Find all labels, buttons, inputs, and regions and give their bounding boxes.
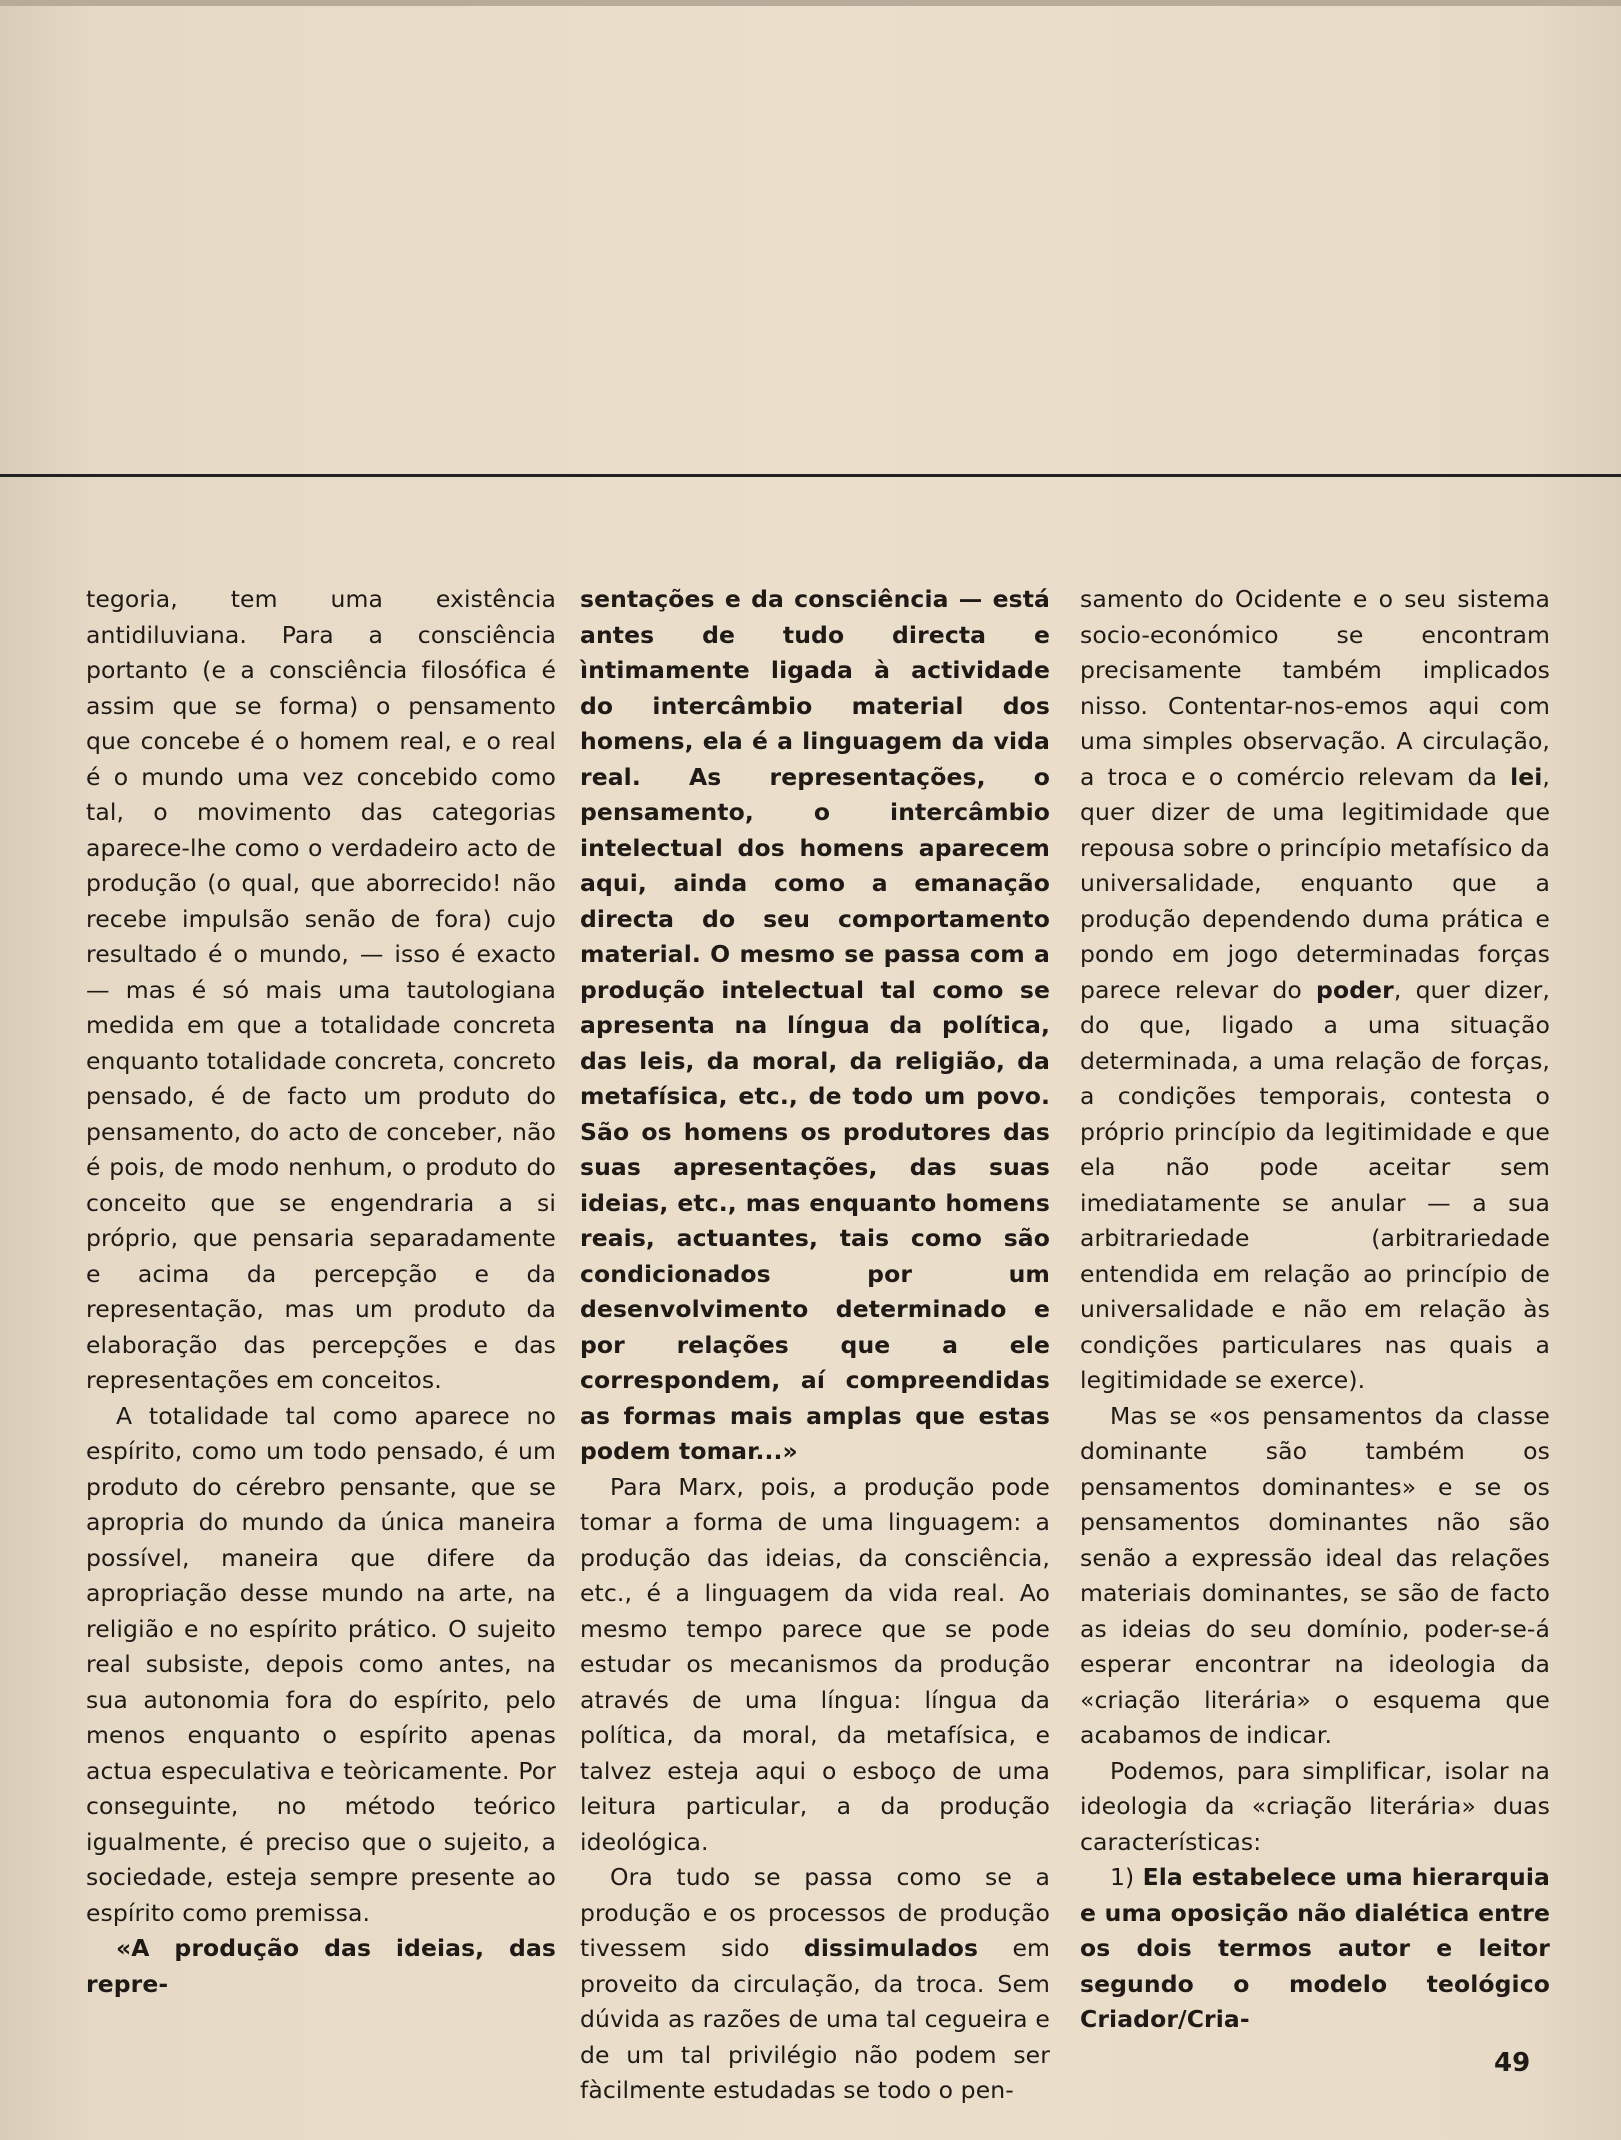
paragraph (1080, 1399, 1550, 1754)
paragraph (86, 582, 556, 1399)
bold-text: poder (1316, 975, 1394, 1004)
text-run: , quer dizer, do que, ligado a uma situação determinada, a uma relação de forças, a condições temporais, contesta o próprio princípio da legitimidade e que ela não pode aceitar sem imediatamente se anular — a sua arbitrariedade (arbitrariedade entendida em relação ao princípio de universalidade e não em relação às condições particulares nas quais a legitimidade se exerce). (1080, 975, 1550, 1394)
paragraph (1080, 582, 1550, 1399)
text-column-1 (86, 582, 556, 2002)
text-run: , quer dizer de uma legitimidade que repousa sobre o princípio metafísico da universalidade, enquanto que a produção dependendo duma prática e pondo em jogo determinadas forças parece relevar do (1080, 762, 1550, 1004)
paragraph (580, 582, 1050, 1470)
text-run: em proveito da circulação, da troca. Sem dúvida as razões de uma tal cegueira e de um tal privilégio não podem ser fàcilmente estudadas se todo o pen- (580, 1934, 1051, 2104)
text-run: samento do Ocidente e o seu sistema socio-económico se encontram precisamente também implicados nisso. Contentar-nos-emos aqui com uma simples observação. A circulação, a troca e o comércio relevam da (1080, 585, 1550, 791)
paragraph (1080, 1754, 1550, 1861)
text-run: Podemos, para simplificar, isolar na ideologia da «criação literária» duas características: (1080, 1756, 1550, 1856)
bold-text: lei (1510, 762, 1543, 791)
text-run: Ora tudo se passa como se a produção e os processos de produção tivessem sido (580, 1863, 1050, 1962)
paragraph (580, 1860, 1050, 2109)
page-number: 49 (1494, 2048, 1531, 2078)
paragraph (86, 1931, 556, 2002)
bold-text: Ela estabelece uma hierarquia e uma oposição não dialética entre os dois termos autor e leitor segundo o modelo teológico Criador/Cria- (1080, 1863, 1550, 2033)
text-run: Mas se «os pensamentos da classe dominante são também os pensamentos dominantes» e se os pensamentos dominantes não são senão a expressão ideal das relações materiais dominantes, se são de facto as ideias do seu domínio, poder-se-á esperar encontrar na ideologia da «criação literária» o esquema que acabamos de indicar. (1080, 1401, 1550, 1749)
text-run: A totalidade tal como aparece no espírito, como um todo pensado, é um produto do cérebro pensante, que se apropria do mundo da única maneira possível, maneira que difere da apropriação desse mundo na arte, na religião e no espírito prático. O sujeito real subsiste, depois como antes, na sua autonomia fora do espírito, pelo menos enquanto o espírito apenas actua especulativa e teòricamente. Por conseguinte, no método teórico igualmente, é preciso que o sujeito, a sociedade, esteja sempre presente ao espírito como premissa. (86, 1401, 556, 1927)
text-run: tegoria, tem uma existência antidiluviana. Para a consciência portanto (e a consciência filosófica é assim que se forma) o pensamento que concebe é o homem real, e o real é o mundo uma vez concebido como tal, o movimento das categorias aparece-lhe como o verdadeiro acto de produção (o qual, que aborrecido! não recebe impulsão senão de fora) cujo resultado é o mundo, — isso é exacto — mas é só mais uma tautologiana medida em que a totalidade concreta enquanto totalidade concreta, concreto pensado, é de facto um produto do pensamento, do acto de conceber, não é pois, de modo nenhum, o produto do conceito que se engendraria a si próprio, que pensaria separadamente e acima da percepção e da representação, mas um produto da elaboração das percepções e das representações em conceitos. (86, 585, 556, 1394)
text-column-2 (580, 582, 1050, 2109)
horizontal-rule (0, 474, 1621, 477)
paragraph (580, 1470, 1050, 1861)
text-run: Para Marx, pois, a produção pode tomar a forma de uma linguagem: a produção das ideias, da consciência, etc., é a linguagem da vida real. Ao mesmo tempo parece que se pode estudar os mecanismos da produção através de uma língua: língua da política, da moral, da metafísica, e talvez esteja aqui o esboço de uma leitura particular, a da produção ideológica. (580, 1472, 1050, 1856)
text-run: 1) (1110, 1863, 1143, 1891)
bold-text: dissimulados (803, 1934, 979, 1962)
bold-text: sentações e da consciência — está antes de tudo directa e ìntimamente ligada à actividade do intercâmbio material dos homens, ela é a linguagem da vida real. As representações, o pensamento, o intercâmbio intelectual dos homens aparecem aqui, ainda como a emanação directa do seu comportamento material. O mesmo se passa com a produção intelectual tal como se apresenta na língua da política, das leis, da moral, da religião, da metafísica, etc., de todo um povo. São os homens os produtores das suas apresentações, das suas ideias, etc., mas enquanto homens reais, actuantes, tais como são condicionados por um desenvolvimento determinado e por relações que a ele correspondem, aí compreendidas as formas mais amplas que estas podem tomar...» (580, 585, 1050, 1465)
top-edge (0, 0, 1621, 6)
paragraph (86, 1399, 556, 1932)
paragraph (1080, 1860, 1550, 2038)
text-column-3 (1080, 582, 1550, 2038)
bold-text: «A produção das ideias, das repre- (86, 1934, 556, 1998)
